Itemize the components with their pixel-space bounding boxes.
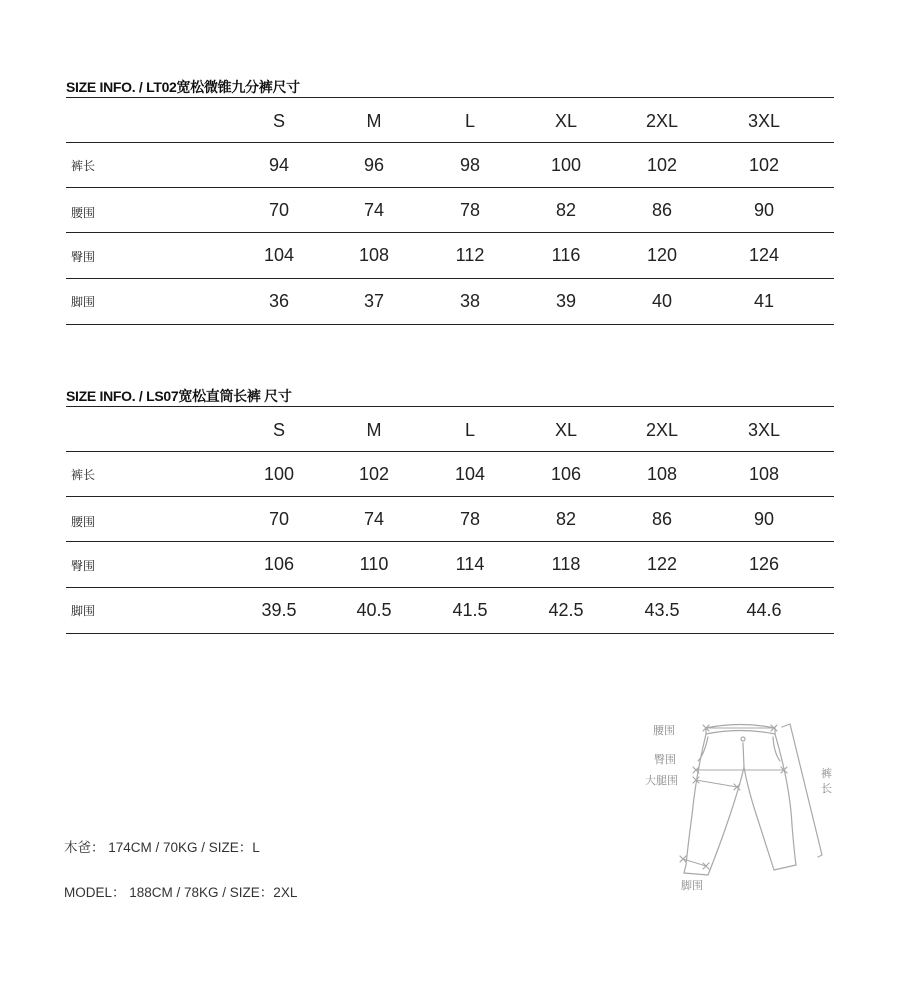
row-label: 腰围: [71, 206, 96, 220]
table-rule: [66, 406, 834, 407]
table-cell: 94: [268, 155, 290, 175]
row-label: 裤长: [71, 468, 96, 482]
table-cell: 122: [646, 554, 678, 574]
table-title: SIZE INFO. / LT02宽松微锥九分裤尺寸: [66, 79, 300, 95]
hem-label: 脚围: [681, 879, 703, 892]
table-cell: 112: [455, 245, 485, 265]
length-label-top: 裤: [821, 767, 832, 780]
table-cell: 108: [646, 464, 678, 484]
table-cell: 110: [359, 554, 389, 574]
table-cell: 41.5: [452, 600, 488, 620]
table-rule: [66, 633, 834, 634]
size-table-lt02: [66, 78, 834, 326]
table-cell: 86: [651, 509, 673, 529]
table-cell: 98: [459, 155, 481, 175]
table-cell: 82: [555, 200, 577, 220]
hip-label: 臀围: [654, 753, 676, 766]
row-label: 臀围: [71, 250, 96, 264]
size-header: S: [272, 420, 285, 440]
table-cell: 90: [753, 509, 775, 529]
table-cell: 104: [454, 464, 486, 484]
row-label: 腰围: [71, 515, 96, 529]
size-header: M: [366, 420, 382, 440]
size-header: XL: [554, 111, 578, 131]
model-info-model: MODEL： 188CM / 78KG / SIZE：2XL: [64, 885, 298, 900]
length-label-bottom: 长: [821, 782, 832, 795]
size-header: 2XL: [645, 420, 679, 440]
table-title: SIZE INFO. / LS07宽松直筒长裤 尺寸: [66, 388, 292, 404]
table-rule: [66, 232, 834, 233]
table-cell: 38: [459, 291, 481, 311]
table-cell: 90: [753, 200, 775, 220]
table-cell: 39: [555, 291, 577, 311]
table-cell: 70: [268, 509, 290, 529]
size-header: 3XL: [747, 420, 781, 440]
size-table-ls07: [66, 387, 834, 635]
table-cell: 104: [263, 245, 295, 265]
model-info-dad: 木爸： 174CM / 70KG / SIZE：L: [64, 840, 260, 855]
table-rule: [66, 587, 834, 588]
table-rule: [66, 496, 834, 497]
table-cell: 74: [363, 200, 385, 220]
table-rule: [66, 451, 834, 452]
table-cell: 124: [748, 245, 780, 265]
table-rule: [66, 97, 834, 98]
table-cell: 114: [455, 554, 485, 574]
size-header: S: [272, 111, 285, 131]
thigh-label: 大腿围: [645, 774, 678, 787]
waist-label: 腰围: [653, 724, 675, 737]
table-cell: 44.6: [746, 600, 782, 620]
pants-measurement-diagram: [640, 715, 840, 905]
table-cell: 86: [651, 200, 673, 220]
table-rule: [66, 142, 834, 143]
table-cell: 108: [358, 245, 390, 265]
table-cell: 102: [646, 155, 678, 175]
table-cell: 102: [748, 155, 780, 175]
pants-outline-icon: [640, 715, 840, 905]
table-cell: 106: [550, 464, 582, 484]
table-cell: 82: [555, 509, 577, 529]
table-cell: 70: [268, 200, 290, 220]
size-header: L: [464, 111, 475, 131]
row-label: 裤长: [71, 159, 96, 173]
table-cell: 43.5: [644, 600, 680, 620]
table-cell: 96: [363, 155, 385, 175]
table-cell: 40.5: [356, 600, 392, 620]
table-cell: 100: [550, 155, 582, 175]
table-cell: 78: [459, 200, 481, 220]
table-rule: [66, 541, 834, 542]
size-header: M: [366, 111, 382, 131]
table-cell: 42.5: [548, 600, 584, 620]
table-cell: 116: [551, 245, 581, 265]
table-cell: 41: [753, 291, 775, 311]
row-label: 脚围: [71, 295, 96, 309]
table-cell: 36: [268, 291, 290, 311]
table-rule: [66, 278, 834, 279]
table-cell: 39.5: [261, 600, 297, 620]
row-label: 脚围: [71, 604, 96, 618]
table-cell: 74: [363, 509, 385, 529]
table-rule: [66, 187, 834, 188]
table-cell: 126: [748, 554, 780, 574]
table-cell: 108: [748, 464, 780, 484]
size-header: XL: [554, 420, 578, 440]
size-header: 3XL: [747, 111, 781, 131]
row-label: 臀围: [71, 559, 96, 573]
table-cell: 102: [358, 464, 390, 484]
table-cell: 120: [646, 245, 678, 265]
table-cell: 37: [363, 291, 385, 311]
table-cell: 106: [263, 554, 295, 574]
size-header: 2XL: [645, 111, 679, 131]
table-cell: 118: [551, 554, 581, 574]
table-cell: 100: [263, 464, 295, 484]
table-cell: 40: [651, 291, 673, 311]
table-cell: 78: [459, 509, 481, 529]
size-header: L: [464, 420, 475, 440]
table-rule: [66, 324, 834, 325]
